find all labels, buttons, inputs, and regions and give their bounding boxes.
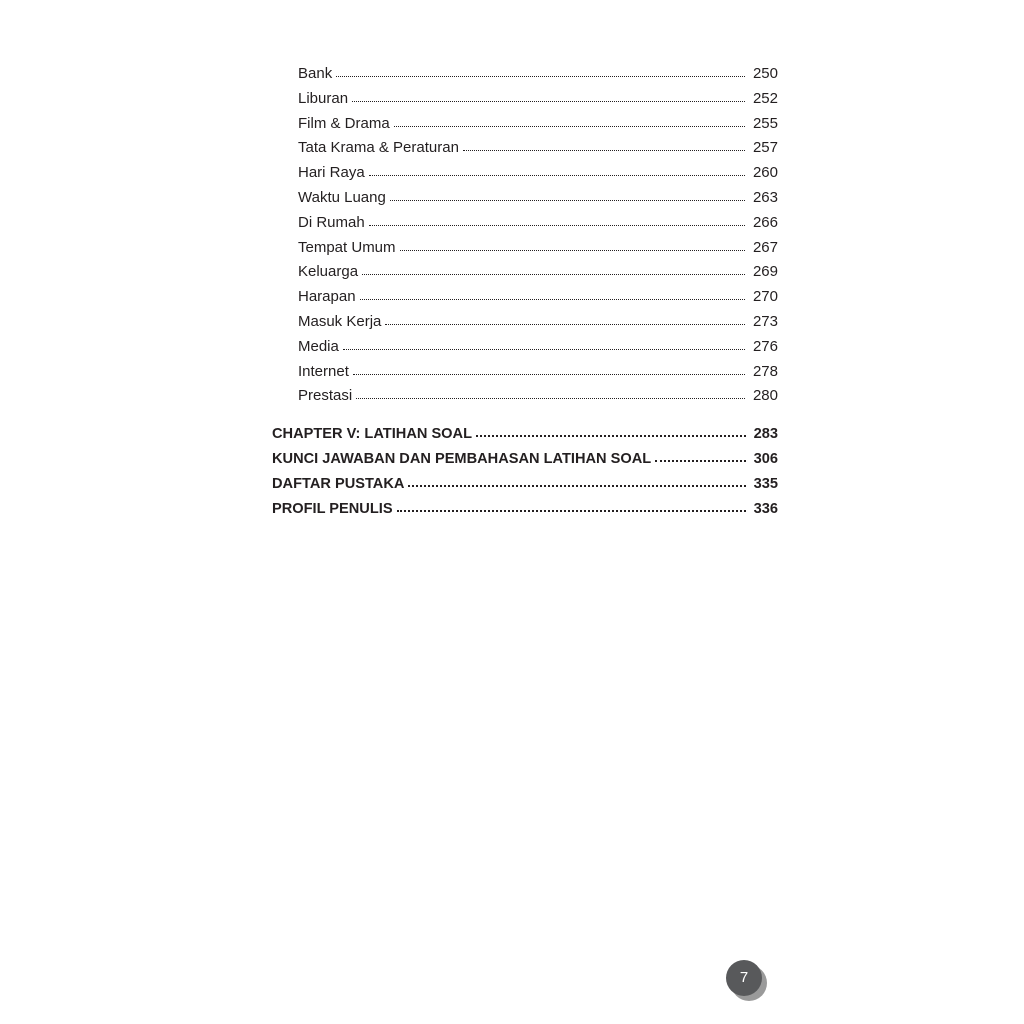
dot-leader [397,500,746,512]
toc-entry-page: 263 [752,188,778,206]
toc-sub-entry [298,62,778,87]
toc-entry-page: 336 [753,500,778,517]
toc-entry-page: 276 [752,337,778,355]
dot-leader [408,475,745,487]
toc-entry-label: Film & Drama [298,114,390,132]
toc-sub-entry [298,360,778,385]
dot-leader [353,364,745,375]
dot-leader [400,240,745,251]
toc-entry-label: KUNCI JAWABAN DAN PEMBAHASAN LATIHAN SOAL [272,450,652,467]
dot-leader [390,190,745,201]
toc-entry-page: 250 [752,65,778,82]
toc-entry-page: 306 [753,450,778,467]
toc-main-entry [272,447,778,472]
toc-sub-entry [298,384,778,409]
toc-entry-page: 255 [752,114,778,132]
toc-entry-label: Hari Raya [298,164,365,182]
dot-leader [369,165,745,176]
dot-leader [343,339,745,350]
dot-leader [362,264,745,275]
dot-leader [385,314,745,325]
toc-entry-label: Prestasi [298,387,353,405]
dot-leader [336,66,745,77]
toc-entry-page: 260 [752,164,778,182]
toc-sub-entry [298,335,778,360]
toc-entry-page: 269 [752,263,778,281]
toc-entry-label: Waktu Luang [298,188,386,206]
toc-entry-label: Keluarga [298,263,359,281]
toc-entry-label: Media [298,337,339,355]
toc-sub-list [272,62,778,409]
dot-leader [352,91,745,102]
toc-main-list [272,422,778,521]
toc-entry-page: 283 [753,426,778,443]
toc-sub-entry [298,136,778,161]
toc-entry-label: Masuk Kerja [298,312,382,330]
toc-entry-page: 273 [752,312,778,330]
toc-main-entry [272,497,778,522]
toc-entry-label: Liburan [298,89,349,107]
toc-entry-label: Bank [298,65,333,82]
toc-entry-label: Tata Krama & Peraturan [298,139,459,157]
toc-entry-label: Tempat Umum [298,238,396,256]
toc-entry-page: 278 [752,362,778,380]
toc-sub-entry [298,186,778,211]
dot-leader [394,116,745,127]
dot-leader [360,289,745,300]
toc-entry-page: 267 [752,238,778,256]
toc-entry-page: 266 [752,213,778,231]
toc-sub-entry [298,260,778,285]
toc-sub-entry [298,112,778,137]
toc-entry-page: 335 [753,475,778,492]
toc-entry-label: DAFTAR PUSTAKA [272,475,405,492]
dot-leader [476,425,746,437]
toc-sub-entry [298,236,778,261]
dot-leader [369,215,745,226]
toc-entry-page: 270 [752,288,778,306]
toc-entry-label: Internet [298,362,349,380]
toc-entry-page: 257 [752,139,778,157]
toc-main-entry [272,422,778,447]
table-of-contents [272,62,778,521]
toc-sub-entry [298,161,778,186]
toc-entry-label: Di Rumah [298,213,365,231]
toc-sub-entry [298,211,778,236]
toc-sub-entry [298,87,778,112]
toc-main-entry [272,472,778,497]
page-number-badge: 7 [726,960,762,996]
toc-entry-label: CHAPTER V: LATIHAN SOAL [272,426,472,443]
dot-leader [356,388,745,399]
dot-leader [655,450,745,462]
toc-entry-page: 252 [752,89,778,107]
toc-sub-entry [298,285,778,310]
dot-leader [463,140,745,151]
toc-entry-label: Harapan [298,288,356,306]
toc-sub-entry [298,310,778,335]
toc-entry-label: PROFIL PENULIS [272,500,393,517]
toc-entry-page: 280 [752,387,778,405]
